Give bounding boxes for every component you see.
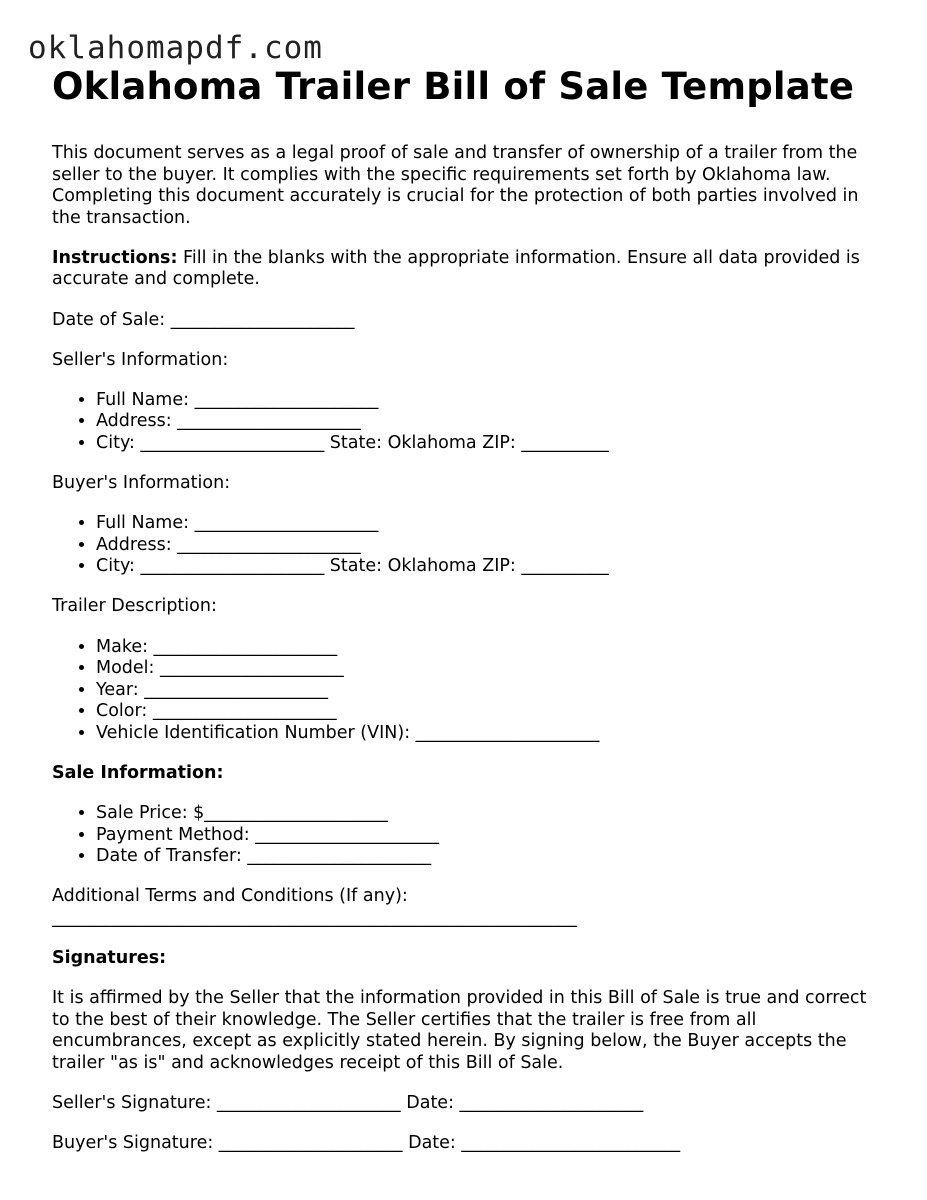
sale-info-list <box>52 803 882 868</box>
trailer-year-field: • Year: _____________________ <box>96 680 882 702</box>
sale-price-field: • Sale Price: $_____________________ <box>96 803 882 825</box>
trailer-heading: Trailer Description: <box>52 596 217 617</box>
seller-info-list <box>52 390 882 455</box>
date-of-sale-field: Date of Sale: _____________________ <box>52 309 355 330</box>
page-title: Oklahoma Trailer Bill of Sale Template <box>52 65 855 108</box>
intro-paragraph: This document serves as a legal proof of sale and transfer of ownership of a trailer from the seller to the buyer. It complies with the specific requirements set forth by Oklahoma law. Completing this document accurately is crucial for the protection of both parties involved in the transaction. <box>52 143 859 228</box>
seller-signature-line: Seller's Signature: _____________________ Date: _____________________ <box>52 1093 644 1113</box>
trailer-vin-field: • Vehicle Identification Number (VIN): _____________________ <box>96 723 882 745</box>
buyer-heading: Buyer's Information: <box>52 473 231 494</box>
buyer-city-state-zip-field: • City: _____________________ State: Oklahoma ZIP: __________ <box>96 556 882 578</box>
payment-method-field: • Payment Method: _____________________ <box>96 825 882 847</box>
buyer-info-list <box>52 513 882 578</box>
trailer-make-field: • Make: _____________________ <box>96 637 882 659</box>
additional-terms-label: Additional Terms and Conditions (If any): <box>52 886 408 907</box>
seller-city-state-zip-field: • City: _____________________ State: Oklahoma ZIP: __________ <box>96 433 882 455</box>
trailer-color-field: • Color: _____________________ <box>96 701 882 723</box>
trailer-model-field: • Model: _____________________ <box>96 658 882 680</box>
buyer-signature-line: Buyer's Signature: _____________________ Date: _________________________ <box>52 1133 681 1154</box>
document-page <box>52 64 882 1173</box>
affirmation-paragraph: It is affirmed by the Seller that the information provided in this Bill of Sale is true and correct to the best of their knowledge. The Seller certifies that the trailer is free from all encumbrances, except as explicitly stated herein. By signing below, the Buyer accepts the trailer "as is" and acknowledges receipt of this Bill of Sale. <box>52 988 867 1073</box>
buyer-full-name-field: • Full Name: _____________________ <box>96 513 882 535</box>
seller-heading: Seller's Information: <box>52 349 229 370</box>
seller-address-field: • Address: _____________________ <box>96 411 882 433</box>
site-watermark: oklahomapdf.com <box>28 30 323 66</box>
sale-heading: Sale Information: <box>52 762 224 783</box>
seller-full-name-field: • Full Name: _____________________ <box>96 390 882 412</box>
date-of-transfer-field: • Date of Transfer: _____________________ <box>96 846 882 868</box>
buyer-address-field: • Address: _____________________ <box>96 535 882 557</box>
instructions-label: Instructions: <box>52 247 178 268</box>
instructions-text: Fill in the blanks with the appropriate information. Ensure all data provided is accurate and complete. <box>52 247 860 290</box>
trailer-description-list <box>52 637 882 745</box>
instructions-paragraph <box>52 248 882 291</box>
additional-terms <box>52 886 882 929</box>
signatures-heading: Signatures: <box>52 948 167 969</box>
additional-terms-line: ____________________________________________________________ <box>52 907 577 928</box>
